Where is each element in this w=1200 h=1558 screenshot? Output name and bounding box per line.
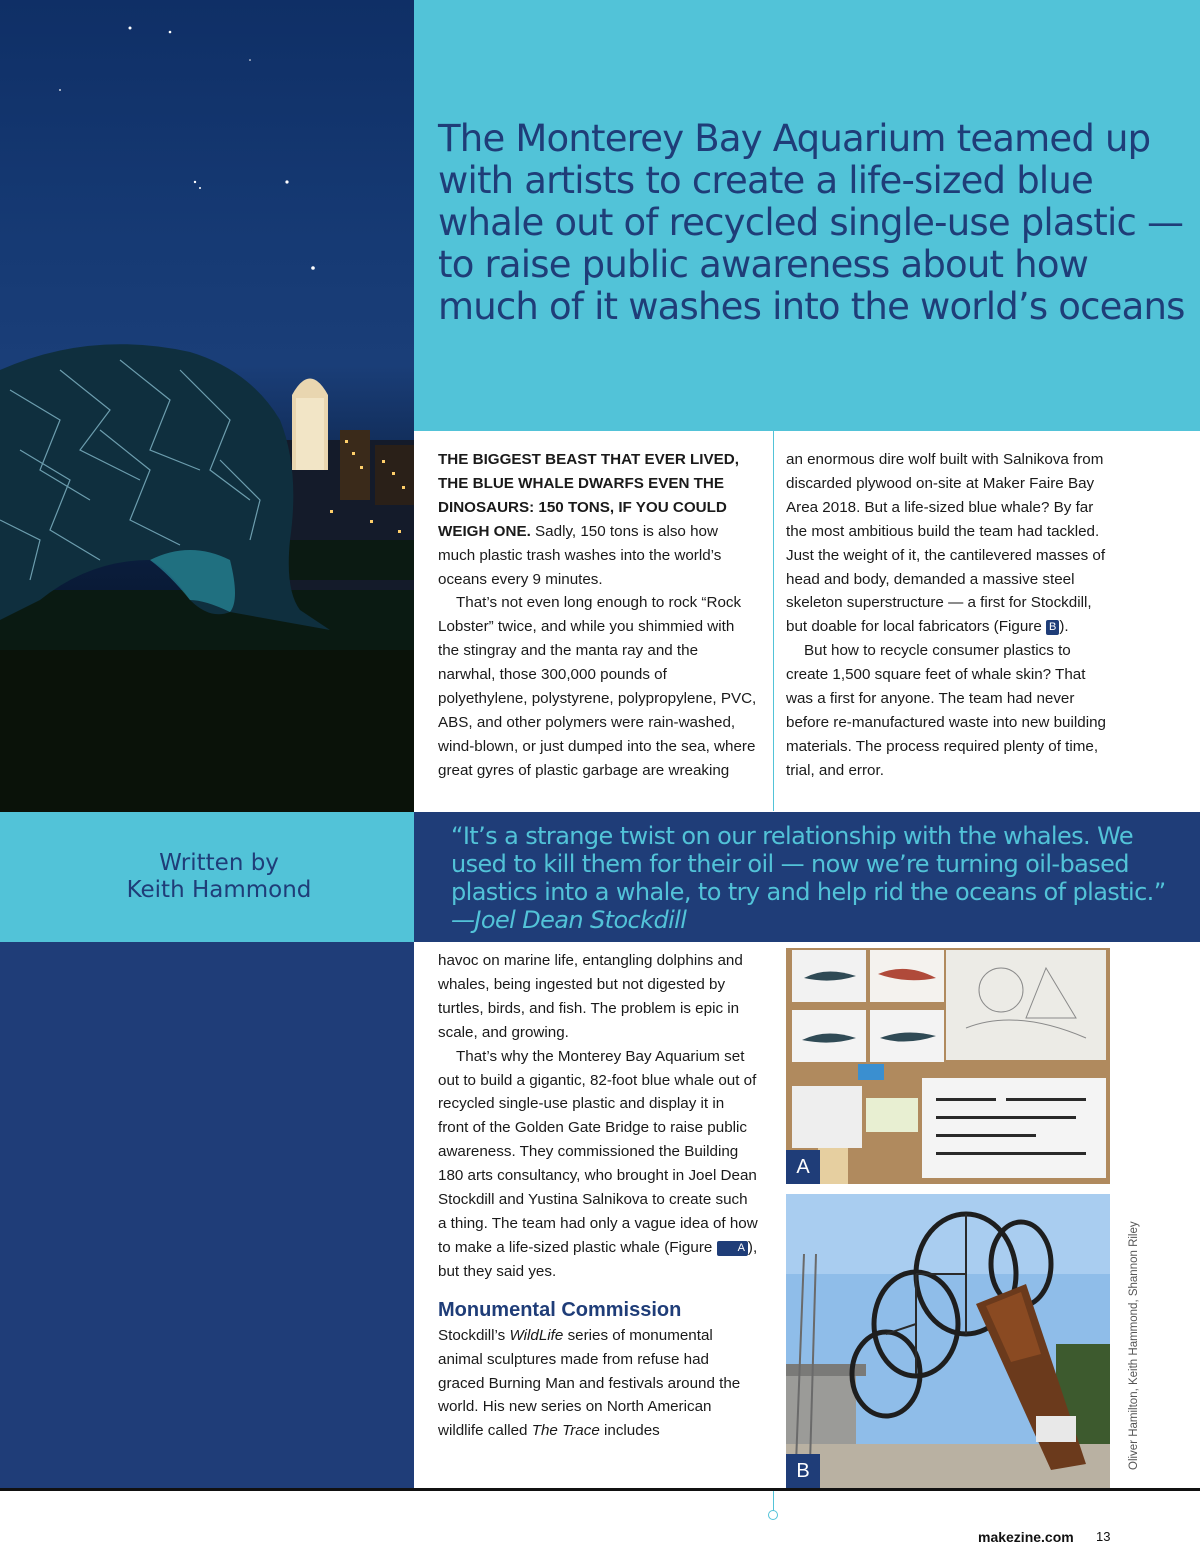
body-text: ), but they said yes.: [438, 1238, 758, 1280]
byline-label: Written by: [159, 850, 279, 876]
series-title: The Trace: [531, 1422, 600, 1440]
figure-b-illustration: [786, 1194, 1110, 1488]
lead-in: THE BIGGEST BEAST THAT EVER LIVED, THE BLUE WHALE DWARFS EVEN THE DINOSAURS: 150 TONS, IF YOU COULD WEIGH ONE.: [438, 451, 739, 540]
pull-quote-text: “It’s a strange twist on our relationship with the whales. We used to kill them for their oil — now we’re turning oil-based plastics into a whale, to try and help rid the oceans of plastic.”: [451, 822, 1166, 906]
byline: [0, 850, 438, 904]
pull-quote: [451, 822, 1171, 934]
headline-panel: [414, 0, 1200, 431]
body-text: an enormous dire wolf built with Salnikova from discarded plywood on-site at Maker Faire Bay Area 2018. But a life-sized blue whale? By far the most ambitious build the team had tackled. Just the weight of it, the cantilevered masses of head and body, demanded a massive steel skeleton superstructure — a first for Stockdill, but doable for local fabricators (Figure: [786, 451, 1106, 636]
body-column-2: [786, 448, 1106, 783]
figure-b-photo: [786, 1194, 1110, 1488]
body-text: ).: [1059, 618, 1069, 636]
byline-author: Keith Hammond: [126, 877, 312, 903]
body-paragraph: havoc on marine life, entangling dolphins and whales, being ingested but not digested by turtles, birds, and fish. The problem is epic in scale, and growing.: [438, 952, 743, 1041]
headline: The Monterey Bay Aquarium teamed up with artists to create a life-sized blue whale out of recycled single-use plastic — to raise public awareness about how much of it washes into the world’s oceans: [438, 117, 1185, 328]
column-divider: [773, 431, 774, 811]
body-paragraph: [438, 448, 758, 591]
body-text: That’s why the Monterey Bay Aquarium set out to build a gigantic, 82-foot blue whale out of recycled single-use plastic and display it in front of the Golden Gate Bridge to raise public awareness. They commissioned the Building 180 arts consultancy, who brought in Joel Dean Stockdill and Yustina Salnikova to create such a thing. The team had only a vague idea of how to make a life-sized plastic whale (Figure: [438, 1047, 758, 1256]
figure-b-reference: B: [1046, 620, 1059, 635]
section-heading: Monumental Commission: [438, 1298, 682, 1321]
body-paragraph: [438, 1045, 758, 1284]
stars: [59, 27, 315, 270]
whale-sculpture: [0, 344, 330, 630]
grass-shadow: [0, 650, 414, 812]
footer-connector-dot: [768, 1510, 778, 1520]
pull-quote-attribution: —Joel Dean Stockdill: [451, 906, 687, 934]
body-text: includes: [599, 1422, 660, 1440]
body-column-1: [438, 448, 758, 783]
body-text: series of monumental animal sculptures made from refuse had graced Burning Man and festivals around the world. His new series on North American wildlife called: [438, 1326, 741, 1440]
figure-a-photo: [786, 948, 1110, 1184]
body-paragraph: That’s not even long enough to rock “Rock Lobster” twice, and while you shimmied with the stingray and the manta ray and the narwhal, those 300,000 pounds of polyethylene, polystyrene, polypropylene, PVC, ABS, and other polymers were rain-washed, wind-blown, or just dumped into the sea, where great gyres of plastic garbage are wreaking: [438, 594, 757, 779]
hero-photo-illustration: [0, 0, 414, 812]
body-column-3: [438, 949, 758, 1443]
footer-website[interactable]: makezine.com: [978, 1529, 1074, 1545]
figure-b-label: B: [786, 1454, 820, 1488]
footer-rule: [0, 1488, 1200, 1491]
hero-photo-whale-sculpture-night: [0, 0, 414, 812]
figure-a-illustration: [786, 948, 1110, 1184]
series-title: WildLife: [509, 1326, 564, 1344]
figure-a-reference: A: [717, 1241, 748, 1256]
body-text: Stockdill’s: [438, 1326, 510, 1344]
body-paragraph: [786, 448, 1106, 639]
figure-a-label: A: [786, 1150, 820, 1184]
body-paragraph: But how to recycle consumer plastics to create 1,500 square feet of whale skin? That was a first for anyone. The team had never before re-manufactured waste into new building materials. The process required plenty of time, trial, and error.: [786, 642, 1106, 779]
body-text: Sadly, 150 tons is also how much plastic trash washes into the world’s oceans every 9 minutes.: [438, 522, 722, 588]
photo-credit: Oliver Hamilton, Keith Hammond, Shannon Riley: [1128, 1221, 1140, 1470]
page-number: 13: [1096, 1529, 1111, 1544]
side-panel: [0, 942, 414, 1488]
body-paragraph: [438, 1324, 758, 1444]
